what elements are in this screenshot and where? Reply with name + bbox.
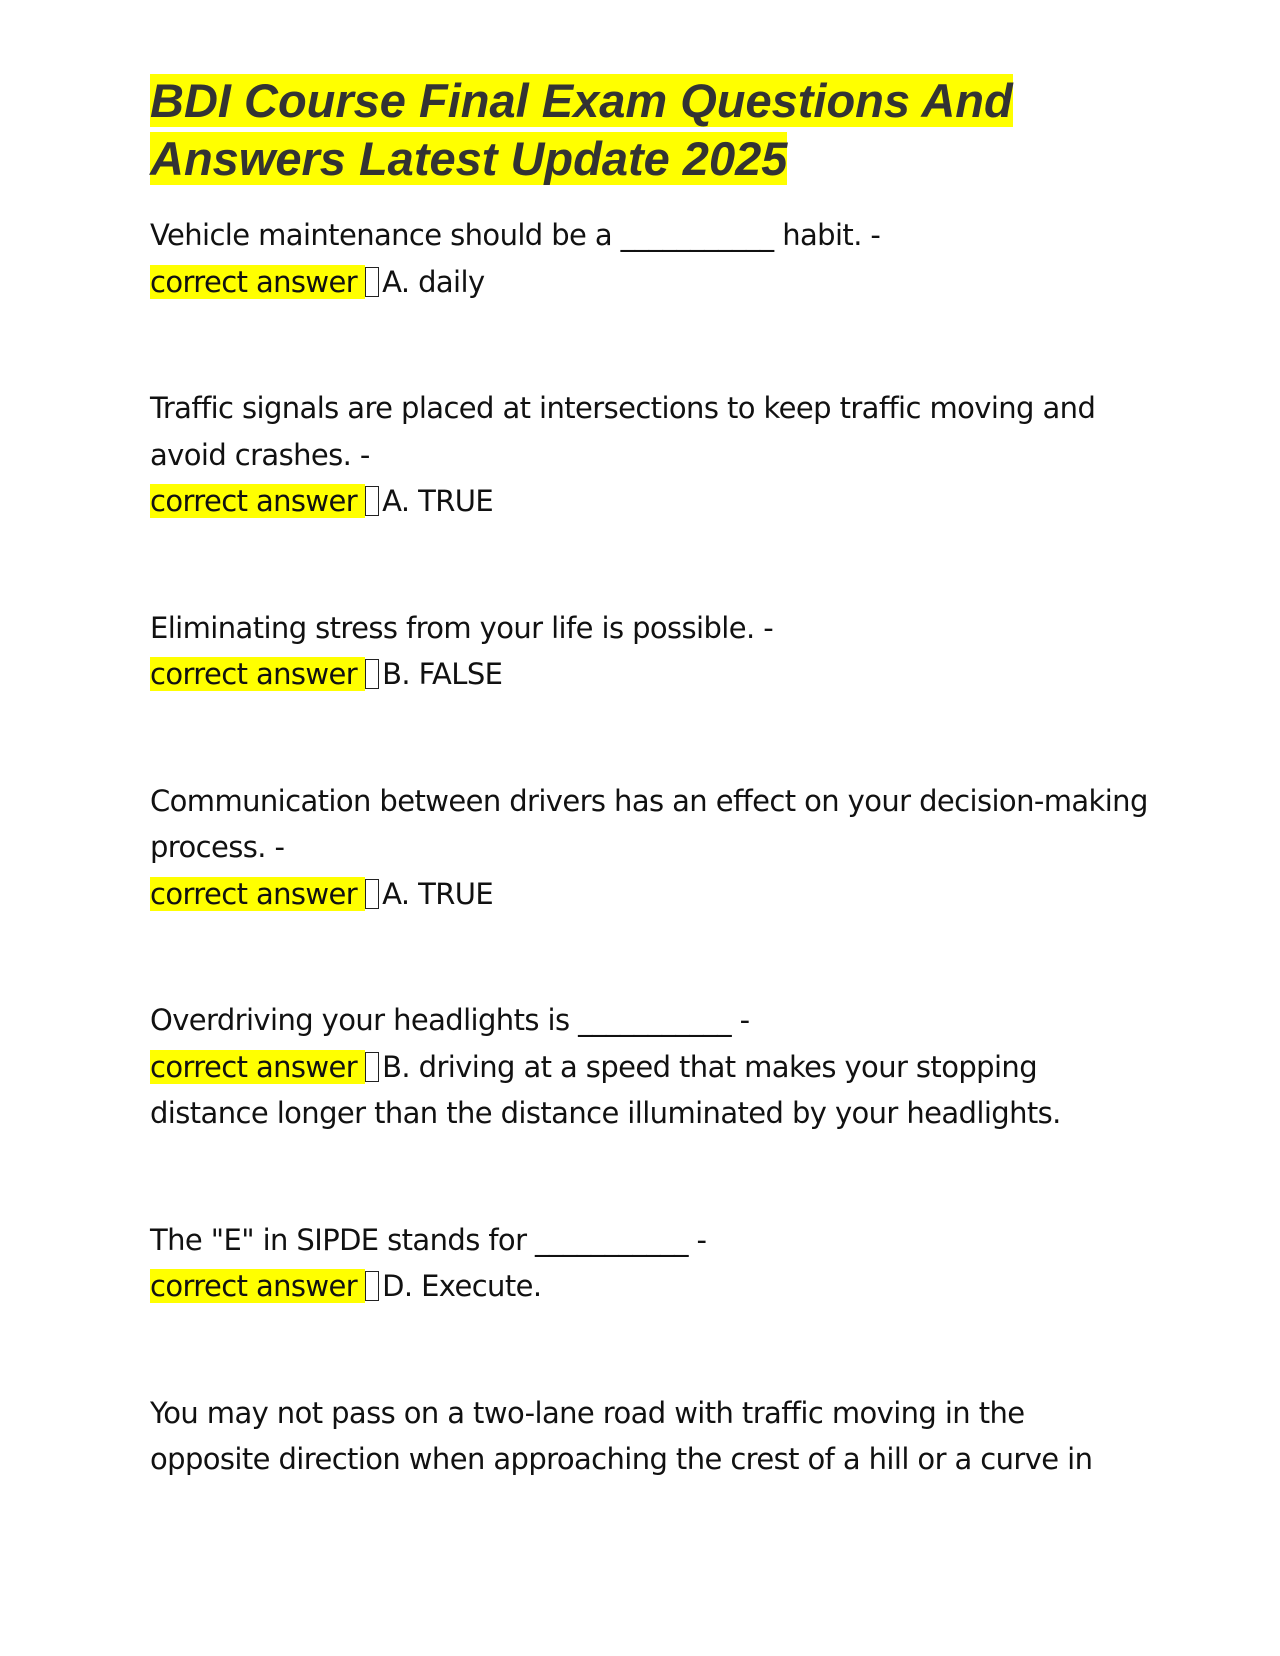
missing-glyph-box-icon [365,1052,379,1082]
qa-item [150,1390,1150,1483]
question-text: Communication between drivers has an effect on your decision-making process. - [150,783,1148,864]
answer-label: correct answer [150,657,365,691]
answer-line [150,1044,1150,1137]
question-text: The "E" in SIPDE stands for ___________ - [150,1222,707,1257]
answer-text: D. Execute. [382,1269,542,1303]
answer-label: correct answer [150,265,365,299]
answer-label: correct answer [150,1269,365,1303]
qa-item [150,997,1150,1137]
answer-text: B. FALSE [382,657,503,691]
answer-text: A. TRUE [382,484,494,518]
question-text: You may not pass on a two-lane road with traffic moving in the opposite direction when approaching the crest of a hill or a curve in [150,1395,1093,1476]
qa-item [150,778,1150,918]
question-text: Vehicle maintenance should be a ___________ habit. - [150,218,881,252]
answer-line [150,259,1150,306]
answer-label: correct answer [150,877,365,911]
missing-glyph-box-icon [365,879,379,909]
qa-item [150,605,1150,698]
question-text: Overdriving your headlights is ___________ - [150,1003,750,1037]
document-page [150,72,1150,1563]
question-text: Traffic signals are placed at intersections to keep traffic moving and avoid crashes. - [150,391,1096,472]
answer-line [150,1263,1150,1310]
qa-list [150,212,1150,1483]
document-title [150,72,1150,188]
answer-label: correct answer [150,484,365,518]
answer-text: A. daily [382,264,485,299]
answer-text: A. TRUE [382,876,494,911]
qa-item [150,212,1150,305]
answer-line [150,478,1150,525]
qa-item [150,1217,1150,1310]
answer-line [150,651,1150,698]
missing-glyph-box-icon [365,1271,379,1301]
title-highlight: BDI Course Final Exam Questions And Answers Latest Update 2025 [150,74,1013,185]
answer-label: correct answer [150,1050,365,1084]
missing-glyph-box-icon [365,659,379,689]
qa-item [150,385,1150,525]
answer-text: B. driving at a speed that makes your stopping distance longer than the distance illuminated by your headlights. [150,1049,1061,1130]
missing-glyph-box-icon [365,267,379,297]
missing-glyph-box-icon [365,486,379,516]
question-text: Eliminating stress from your life is possible. - [150,610,774,645]
answer-line [150,871,1150,918]
